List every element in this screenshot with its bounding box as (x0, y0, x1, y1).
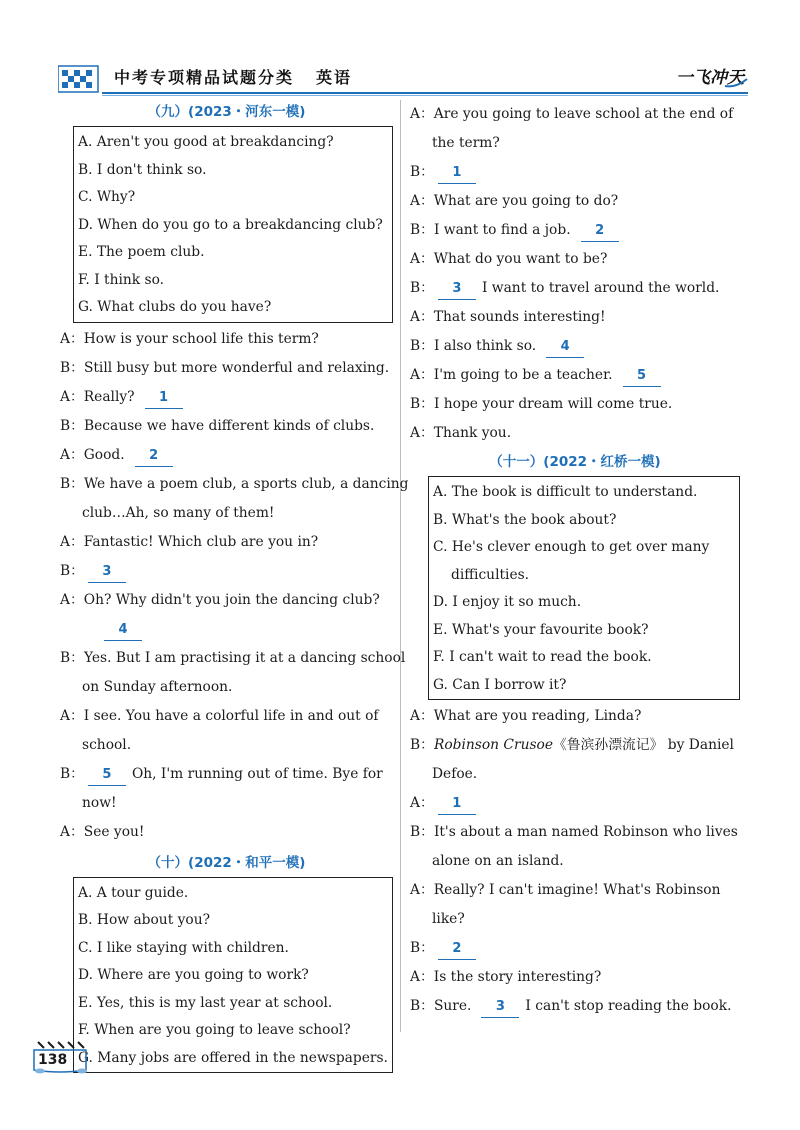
dialogue-text: now! (82, 794, 117, 811)
dialogue-text: Still busy but more wonderful and relaxing. (83, 359, 390, 376)
dialogue-text: Is the story interesting? (433, 969, 602, 985)
dialogue-line (410, 419, 740, 448)
answer-blank: 5 (88, 765, 126, 786)
section-9-dialogue (60, 325, 409, 847)
dialogue-line (410, 731, 740, 760)
page-header (58, 60, 748, 96)
option-item: F. When are you going to leave school? (78, 1022, 351, 1038)
speaker-label: A： (60, 330, 84, 347)
speaker-label: B： (410, 164, 434, 180)
option-item: D. Where are you going to work? (78, 967, 309, 983)
dialogue-line (60, 586, 393, 615)
dialogue-text: Because we have different kinds of clubs. (83, 417, 375, 434)
option-item: D. When do you go to a breakdancing club? (78, 216, 383, 233)
speaker-label: A： (410, 309, 434, 325)
option-item: C. He's clever enough to get over many (433, 539, 710, 555)
option-item: B. How about you? (78, 912, 211, 928)
answer-blank: 4 (546, 337, 584, 358)
dialogue-text: Good. (83, 446, 125, 463)
dialogue-text: on Sunday afternoon. (82, 678, 233, 695)
option-item: F. I think so. (78, 271, 165, 288)
section-11-options-box (428, 476, 740, 700)
speaker-label: B： (410, 824, 434, 840)
section-9-options-box (73, 126, 393, 323)
speaker-label: B： (410, 222, 434, 238)
dialogue-line (60, 702, 393, 731)
column-divider (400, 100, 401, 1032)
dialogue-line (60, 325, 393, 354)
option-item: C. I like staying with children. (78, 939, 289, 956)
dialogue-line (410, 934, 740, 963)
book-title: Robinson Crusoe (433, 737, 554, 753)
dialogue-text: I'm going to be a teacher. (433, 367, 613, 383)
dialogue-line (60, 789, 393, 818)
dialogue-line (410, 158, 740, 187)
header-rule-thin (102, 95, 748, 96)
option-item: C. Why? (78, 189, 136, 205)
dialogue-line (410, 847, 740, 876)
dialogue-line (410, 905, 740, 934)
header-rule (102, 92, 748, 94)
dialogue-line (410, 760, 740, 789)
dialogue-text: alone on an island. (432, 853, 564, 869)
speaker-label: A： (60, 823, 84, 840)
checker-logo-icon (58, 62, 102, 94)
section-9-title: （九）(2023・河东一模) (147, 104, 306, 120)
speaker-label: B： (410, 396, 434, 412)
speaker-label: A： (60, 388, 84, 405)
dialogue-line (410, 303, 740, 332)
option-item: G. Many jobs are offered in the newspapers. (78, 1049, 388, 1066)
dialogue-text: I want to travel around the world. (481, 280, 720, 296)
dialogue-line (60, 354, 393, 383)
option-item: A. The book is difficult to understand. (433, 484, 698, 500)
dialogue-text: What do you want to be? (433, 251, 608, 267)
dialogue-text: Sure. (433, 998, 472, 1014)
speaker-label: B： (60, 359, 84, 376)
speaker-label: B： (410, 338, 434, 354)
brand-name: 一飞冲天 (676, 68, 744, 88)
left-column (60, 100, 409, 1075)
subject-label: 英语 (316, 68, 353, 87)
dialogue-text: Really? I can't imagine! What's Robinson (433, 882, 721, 898)
dialogue-line (60, 441, 393, 470)
option-item: F. I can't wait to read the book. (433, 649, 652, 665)
speaker-label: A： (410, 795, 434, 811)
dialogue-text: How is your school life this term? (83, 330, 319, 347)
dialogue-line (60, 528, 393, 557)
speaker-label: A： (410, 882, 434, 898)
dialogue-text: 《鲁滨孙漂流记》 by Daniel (553, 737, 734, 753)
speaker-label: A： (410, 193, 434, 209)
speaker-label: A： (410, 969, 434, 985)
dialogue-text: the term? (432, 135, 500, 151)
option-item: B. I don't think so. (78, 161, 207, 178)
speaker-label: A： (410, 367, 434, 383)
option-item: E. Yes, this is my last year at school. (78, 994, 333, 1011)
dialogue-text: That sounds interesting! (433, 309, 606, 325)
speaker-label: A： (410, 106, 434, 122)
dialogue-text: Oh, I'm running out of time. Bye for (131, 765, 383, 782)
dialogue-text: like? (432, 911, 465, 927)
answer-blank: 2 (135, 446, 173, 467)
speaker-label: A： (410, 708, 434, 724)
dialogue-line (410, 187, 740, 216)
page-footer (32, 1040, 92, 1074)
dialogue-line (410, 789, 740, 818)
dialogue-line (60, 760, 393, 789)
dialogue-line (60, 557, 393, 586)
dialogue-text: Oh? Why didn't you join the dancing club? (83, 591, 380, 608)
dialogue-line (60, 499, 393, 528)
dialogue-text: club…Ah, so many of them! (82, 504, 275, 521)
dialogue-line (410, 245, 740, 274)
answer-blank: 4 (104, 620, 142, 641)
page-number: 138 (38, 1052, 68, 1068)
dialogue-line (410, 818, 740, 847)
speaker-label: B： (60, 417, 84, 434)
option-item: D. I enjoy it so much. (433, 594, 582, 610)
dialogue-text: We have a poem club, a sports club, a dancing (83, 475, 409, 492)
answer-blank: 1 (438, 163, 476, 184)
dialogue-text: What are you going to do? (433, 193, 619, 209)
dialogue-line (410, 390, 740, 419)
section-10-dialogue (410, 100, 740, 448)
dialogue-text: I can't stop reading the book. (525, 998, 732, 1014)
speaker-label: A： (410, 251, 434, 267)
dialogue-line (60, 615, 393, 644)
dialogue-text: I hope your dream will come true. (433, 396, 673, 412)
answer-blank: 1 (145, 388, 183, 409)
dialogue-line (410, 216, 740, 245)
dialogue-line (60, 731, 393, 760)
dialogue-text: Are you going to leave school at the end of (433, 106, 734, 122)
speaker-label: A： (60, 707, 84, 724)
speaker-label: B： (60, 765, 84, 782)
dialogue-line (410, 129, 740, 158)
swoosh-icon (724, 78, 748, 88)
answer-blank: 3 (481, 997, 519, 1018)
dialogue-text: Defoe. (432, 766, 478, 782)
speaker-label: B： (410, 998, 434, 1014)
answer-blank: 2 (438, 939, 476, 960)
speaker-label: B： (410, 737, 434, 753)
dialogue-line (410, 992, 740, 1021)
answer-blank: 3 (88, 562, 126, 583)
option-item: A. A tour guide. (78, 884, 189, 901)
option-item: G. What clubs do you have? (78, 299, 272, 315)
dialogue-text: Thank you. (433, 425, 512, 441)
dialogue-text: It's about a man named Robinson who lives (433, 824, 738, 840)
dialogue-text: Really? (83, 388, 135, 405)
dialogue-line (410, 361, 740, 390)
dialogue-line (60, 383, 393, 412)
dialogue-line (60, 644, 406, 673)
dialogue-line (410, 702, 740, 731)
option-item: A. Aren't you good at breakdancing? (78, 134, 334, 150)
dialogue-line (60, 673, 393, 702)
dialogue-text: Yes. But I am practising it at a dancing school (83, 649, 406, 666)
speaker-label: A： (60, 533, 84, 550)
dialogue-text: school. (82, 736, 132, 753)
option-item: G. Can I borrow it? (433, 676, 567, 693)
option-item: difficulties. (451, 566, 530, 583)
speaker-label: A： (60, 446, 84, 463)
dialogue-line (60, 412, 393, 441)
section-10-title: （十）(2022・和平一模) (147, 854, 306, 871)
dialogue-line (410, 963, 740, 992)
speaker-label: B： (60, 649, 84, 666)
section-11-dialogue (410, 702, 740, 1021)
dialogue-text: I see. You have a colorful life in and out of (83, 707, 379, 724)
option-item: E. The poem club. (78, 244, 205, 260)
speaker-label: A： (410, 425, 434, 441)
speaker-label: B： (410, 940, 434, 956)
dialogue-line (410, 332, 740, 361)
section-10-options-box (73, 877, 393, 1074)
dialogue-line (60, 818, 393, 847)
dialogue-line (410, 876, 740, 905)
dialogue-text: What are you reading, Linda? (433, 708, 642, 724)
dialogue-line (410, 274, 740, 303)
answer-blank: 2 (581, 221, 619, 242)
answer-blank: 5 (623, 366, 661, 387)
option-item: E. What's your favourite book? (433, 621, 649, 638)
dialogue-text: I also think so. (433, 338, 537, 354)
section-11-title: （十一）(2022・红桥一模) (489, 454, 661, 470)
dialogue-text: Fantastic! Which club are you in? (83, 533, 319, 550)
dialogue-line (60, 470, 409, 499)
speaker-label: B： (410, 280, 434, 296)
right-column (410, 100, 740, 1021)
speaker-label: A： (60, 591, 84, 608)
dialogue-line (410, 100, 740, 129)
speaker-label: B： (60, 475, 84, 492)
answer-blank: 3 (438, 279, 476, 300)
dialogue-text: See you! (83, 823, 145, 840)
answer-blank: 1 (438, 794, 476, 815)
option-item: B. What's the book about? (433, 511, 617, 528)
book-series-title: 中考专项精品试题分类 (114, 68, 295, 87)
speaker-label: B： (60, 562, 84, 579)
dialogue-text: I want to find a job. (433, 222, 571, 238)
